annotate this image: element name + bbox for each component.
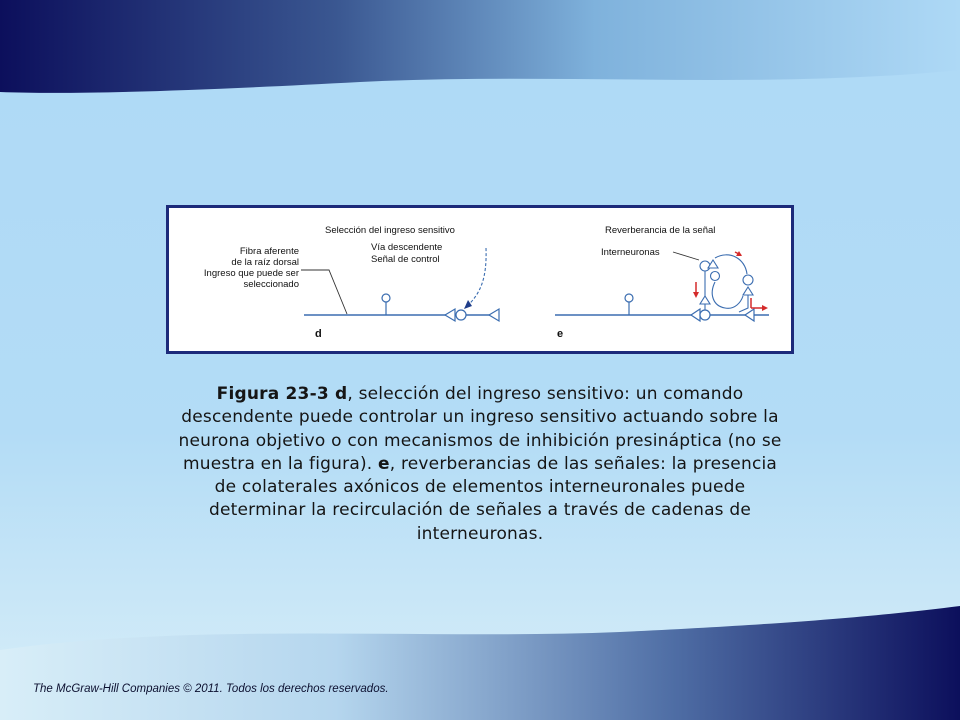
arrow-down-icon: [464, 300, 472, 309]
return-branch: [739, 295, 748, 312]
panel-e-title: Reverberancia de la señal: [605, 225, 716, 236]
target-neuron-e: [700, 310, 710, 320]
target-neuron-d: [456, 310, 466, 320]
interneuron-2: [711, 272, 720, 281]
neural-circuit-diagram: [169, 208, 791, 351]
receptor-knob-e: [625, 294, 633, 302]
label-pointer-line: [301, 270, 347, 314]
signal-arrowhead-4-icon: [762, 305, 768, 311]
interneuron-3-terminal-icon: [743, 287, 753, 295]
top-band: [0, 0, 960, 93]
label-interneuronas: Interneuronas: [601, 247, 660, 258]
output-terminal-icon: [489, 309, 499, 321]
label-seleccionado: seleccionado: [243, 279, 299, 290]
descending-pathway-dashed: [465, 248, 486, 308]
label-raiz-dorsal: de la raíz dorsal: [231, 257, 299, 268]
copyright-footer: The McGraw-Hill Companies © 2011. Todos los derechos reservados.: [33, 683, 389, 695]
output-terminal-e-icon: [745, 309, 754, 321]
bottom-band: [0, 606, 960, 720]
interneuron-pointer: [673, 252, 699, 260]
interneuron-3: [743, 275, 753, 285]
recurrent-collateral-top: [715, 255, 747, 274]
label-fibra-aferente: Fibra aferente: [239, 246, 299, 257]
panel-d-title: Selección del ingreso sensitivo: [325, 225, 455, 236]
label-via-descendente: Vía descendente: [371, 242, 443, 253]
label-senal-control: Señal de control: [371, 254, 440, 265]
synapse-terminal-e-icon: [691, 309, 700, 321]
signal-arrowhead-2-icon: [693, 292, 699, 298]
panel-d-letter: d: [315, 328, 322, 340]
interneuron-1: [700, 261, 710, 271]
interneuron-terminal-icon: [700, 296, 710, 304]
panel-e-letter: e: [557, 328, 564, 340]
recurrent-collateral-loop: [712, 282, 743, 308]
caption-part-e: , reverberancias de las señales: la presencia de colaterales axónicos de elementos interneuronales puede determinar la recirculación de señales a través de cadenas de interneuronas.: [209, 453, 778, 544]
caption-figure-ref: Figura 23-3 d: [216, 384, 348, 404]
caption-part-d: , selección del ingreso sensitivo: un comando descendente puede controlar un ingreso sensitivo actuando sobre la neurona objetivo o con mecanismos de inhibición presináptica (no se muestra en la figura).: [178, 384, 782, 474]
receptor-knob-d: [382, 294, 390, 302]
synapse-terminal-icon: [445, 309, 455, 321]
figure-panel: [166, 205, 794, 354]
figure-caption: [170, 383, 790, 546]
caption-e-ref: e: [378, 453, 390, 474]
label-ingreso-seleccionable: Ingreso que puede ser: [203, 268, 299, 279]
